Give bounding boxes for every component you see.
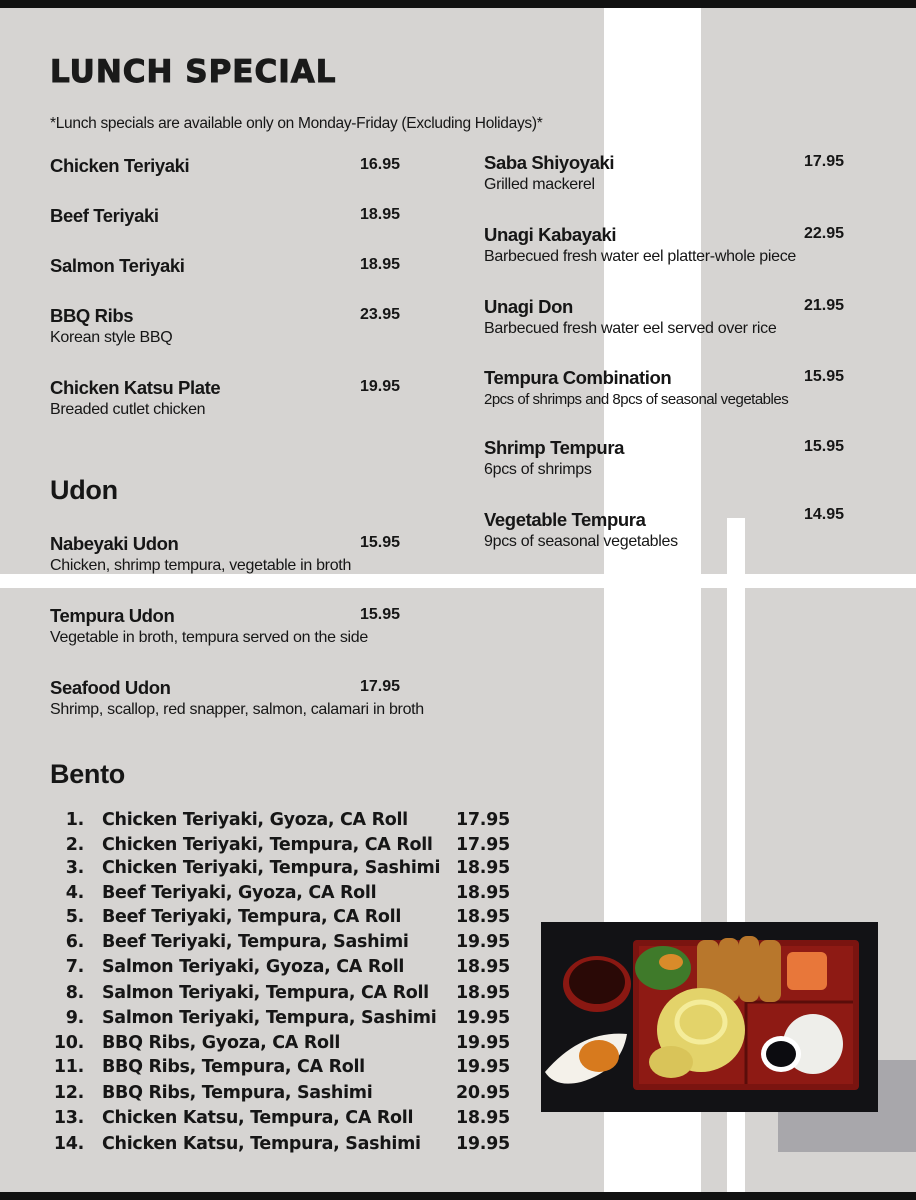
bento-price: 19.95 [456,1008,510,1028]
item-name: Shrimp Tempura [484,437,625,458]
bento-heading: Bento [50,759,125,789]
item-name: Chicken Teriyaki [50,155,190,176]
bento-number: 3. [65,858,84,878]
menu-item [484,223,854,267]
bento-number: 14. [53,1134,84,1154]
item-price: 22.95 [804,225,845,242]
bento-number: 10. [53,1033,84,1053]
bento-price: 18.95 [456,957,510,977]
item-name: Unagi Kabayaki [484,224,617,245]
item-description: Barbecued fresh water eel served over rice [484,320,777,337]
bento-price: 19.95 [456,1033,510,1053]
item-description: Vegetable in broth, tempura served on the side [50,629,368,646]
bento-number: 9. [65,1008,84,1028]
horizontal-white-stripe [0,574,916,588]
bento-price: 19.95 [456,932,510,952]
bento-name: BBQ Ribs, Tempura, Sashimi [102,1083,373,1103]
bento-row [0,1008,520,1033]
bento-number: 1. [65,810,84,830]
bento-number: 4. [65,883,84,903]
menu-item [484,508,854,552]
item-name: Unagi Don [484,296,573,317]
menu-item [50,604,410,648]
menu-item [484,295,854,339]
bento-row [0,957,520,982]
item-description: Barbecued fresh water eel platter-whole piece [484,248,797,265]
item-description: Chicken, shrimp tempura, vegetable in broth [50,557,352,574]
bento-row [0,907,520,932]
item-name: Beef Teriyaki [50,205,159,226]
bento-name: Salmon Teriyaki, Tempura, Sashimi [102,1008,437,1028]
bento-row [0,983,520,1008]
bento-photo [541,922,878,1112]
item-price: 15.95 [804,368,845,385]
item-price: 17.95 [360,678,401,695]
menu-item [484,436,854,480]
udon-heading: Udon [50,475,118,505]
bento-number: 13. [53,1108,84,1128]
bento-row [0,835,520,860]
bento-row [0,810,520,835]
item-price: 18.95 [360,206,401,223]
bento-row [0,858,520,883]
item-description: 6pcs of shrimps [484,461,592,478]
bento-price: 17.95 [456,810,510,830]
item-name: Vegetable Tempura [484,509,646,530]
item-description: Breaded cutlet chicken [50,401,206,418]
item-price: 18.95 [360,256,401,273]
bento-number: 5. [65,907,84,927]
item-price: 16.95 [360,156,401,173]
bento-name: Salmon Teriyaki, Tempura, CA Roll [102,983,429,1003]
bento-illustration [541,922,878,1112]
menu-item [50,204,410,228]
item-description: Grilled mackerel [484,176,595,193]
bento-row [0,1057,520,1082]
bento-name: Chicken Teriyaki, Gyoza, CA Roll [102,810,408,830]
page-title: LUNCH SPECIAL [50,54,337,90]
item-name: Tempura Combination [484,367,672,388]
menu-item [484,151,854,195]
item-price: 14.95 [804,506,845,523]
item-price: 15.95 [360,606,401,623]
bento-price: 17.95 [456,835,510,855]
item-name: Saba Shiyoyaki [484,152,615,173]
bento-price: 18.95 [456,858,510,878]
bento-name: Chicken Teriyaki, Tempura, CA Roll [102,835,433,855]
bento-row [0,1108,520,1133]
item-name: Chicken Katsu Plate [50,377,221,398]
item-description: Korean style BBQ [50,329,173,346]
bento-row [0,932,520,957]
item-name: Salmon Teriyaki [50,255,185,276]
item-name: Tempura Udon [50,605,175,626]
bento-number: 8. [65,983,84,1003]
item-name: Nabeyaki Udon [50,533,179,554]
bento-price: 18.95 [456,883,510,903]
item-description: Shrimp, scallop, red snapper, salmon, calamari in broth [50,701,424,718]
menu-item [50,376,410,420]
bento-name: BBQ Ribs, Tempura, CA Roll [102,1057,365,1077]
menu-item [50,154,410,178]
bento-number: 2. [65,835,84,855]
bento-name: Chicken Teriyaki, Tempura, Sashimi [102,858,441,878]
bento-price: 18.95 [456,907,510,927]
item-name: BBQ Ribs [50,305,134,326]
menu-item [50,304,410,348]
menu-item [50,676,424,720]
bento-number: 12. [53,1083,84,1103]
bento-row [0,883,520,908]
item-price: 19.95 [360,378,401,395]
item-price: 21.95 [804,297,845,314]
bento-price: 20.95 [456,1083,510,1103]
bento-name: Salmon Teriyaki, Gyoza, CA Roll [102,957,405,977]
menu-item [50,532,410,576]
bento-name: Beef Teriyaki, Tempura, CA Roll [102,907,402,927]
bento-name: Beef Teriyaki, Tempura, Sashimi [102,932,409,952]
item-description: 2pcs of shrimps and 8pcs of seasonal vegetables [484,391,789,408]
menu-item [484,366,854,410]
bento-price: 19.95 [456,1134,510,1154]
menu-page [0,8,916,1192]
menu-item [50,254,410,278]
bento-name: BBQ Ribs, Gyoza, CA Roll [102,1033,341,1053]
bento-number: 6. [65,932,84,952]
lunch-note: *Lunch specials are available only on Monday-Friday (Excluding Holidays)* [50,115,543,132]
bento-row [0,1033,520,1058]
bento-number: 11. [53,1057,84,1077]
bento-price: 18.95 [456,983,510,1003]
item-price: 15.95 [804,438,845,455]
item-price: 23.95 [360,306,401,323]
item-price: 17.95 [804,153,845,170]
bento-name: Beef Teriyaki, Gyoza, CA Roll [102,883,377,903]
bento-row [0,1083,520,1108]
bento-name: Chicken Katsu, Tempura, Sashimi [102,1134,421,1154]
item-description: 9pcs of seasonal vegetables [484,533,678,550]
item-price: 15.95 [360,534,401,551]
bento-price: 19.95 [456,1057,510,1077]
bento-price: 18.95 [456,1108,510,1128]
bento-name: Chicken Katsu, Tempura, CA Roll [102,1108,414,1128]
bento-row [0,1134,520,1159]
item-name: Seafood Udon [50,677,171,698]
bento-number: 7. [65,957,84,977]
